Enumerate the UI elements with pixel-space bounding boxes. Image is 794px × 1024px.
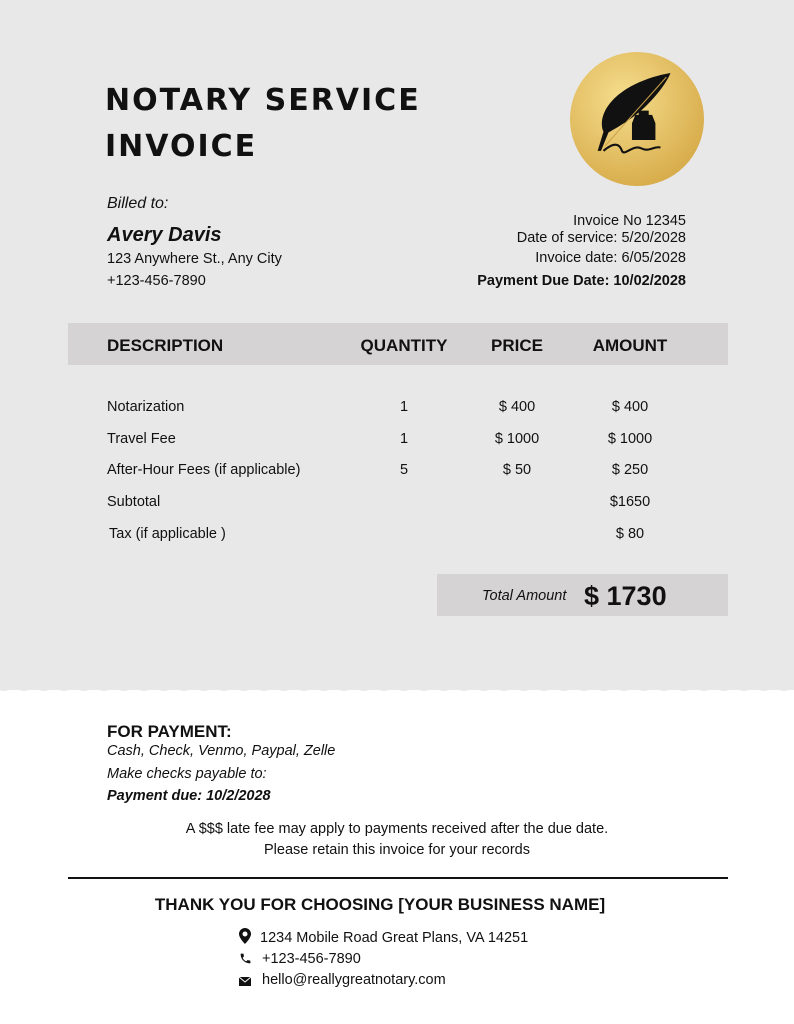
scalloped-divider xyxy=(0,682,794,694)
row-amount: $ 400 xyxy=(611,399,649,415)
row-amount: $ 80 xyxy=(615,526,645,542)
invoice-number: Invoice No 12345 xyxy=(573,213,686,229)
row-price: $ 50 xyxy=(502,462,532,478)
total-box xyxy=(437,574,728,616)
client-name: Avery Davis xyxy=(107,224,222,246)
col-description: DESCRIPTION xyxy=(107,336,224,355)
footer-address: 1234 Mobile Road Great Plans, VA 14251 xyxy=(260,930,529,946)
client-phone: +123-456-7890 xyxy=(107,273,206,289)
row-description: Subtotal xyxy=(107,494,161,510)
service-date: Date of service: 5/20/2028 xyxy=(516,230,686,246)
footer-phone: +123-456-7890 xyxy=(262,951,361,967)
total-label: Total Amount xyxy=(482,588,567,604)
col-quantity: QUANTITY xyxy=(360,336,448,355)
row-description: Travel Fee xyxy=(107,431,176,447)
row-amount: $ 250 xyxy=(611,462,649,478)
invoice-date: Invoice date: 6/05/2028 xyxy=(535,250,686,266)
phone-icon xyxy=(239,952,252,965)
row-amount: $ 1000 xyxy=(607,431,653,447)
row-description: After-Hour Fees (if applicable) xyxy=(107,462,301,478)
payment-due: Payment due: 10/2/2028 xyxy=(107,788,271,804)
row-quantity: 1 xyxy=(399,399,409,415)
divider xyxy=(68,877,728,879)
row-quantity: 1 xyxy=(399,431,409,447)
footer-email: hello@reallygreatnotary.com xyxy=(262,972,446,988)
row-price: $ 1000 xyxy=(494,431,540,447)
row-amount: $1650 xyxy=(609,494,651,510)
row-quantity: 5 xyxy=(399,462,409,478)
row-description: Tax (if applicable ) xyxy=(109,526,226,542)
email-icon xyxy=(239,977,251,986)
col-price: PRICE xyxy=(491,336,543,355)
checks-payable: Make checks payable to: xyxy=(107,766,267,782)
total-value: $ 1730 xyxy=(584,581,667,611)
retain-note: Please retain this invoice for your records xyxy=(264,842,530,858)
billed-to-label: Billed to: xyxy=(107,195,169,212)
client-address: 123 Anywhere St., Any City xyxy=(107,251,282,267)
row-price: $ 400 xyxy=(498,399,536,415)
location-pin-icon xyxy=(239,928,251,944)
payment-heading: FOR PAYMENT: xyxy=(107,722,232,741)
col-amount: AMOUNT xyxy=(592,336,668,355)
payment-due-date: Payment Due Date: 10/02/2028 xyxy=(477,273,686,289)
invoice-title: NOTARY SERVICE INVOICE xyxy=(105,83,421,164)
late-fee-note: A $$$ late fee may apply to payments received after the due date. xyxy=(185,821,609,837)
thank-you: THANK YOU FOR CHOOSING [YOUR BUSINESS NAME] xyxy=(154,895,606,914)
row-description: Notarization xyxy=(107,399,185,415)
quill-logo-icon xyxy=(570,52,704,186)
payment-methods: Cash, Check, Venmo, Paypal, Zelle xyxy=(107,743,336,759)
